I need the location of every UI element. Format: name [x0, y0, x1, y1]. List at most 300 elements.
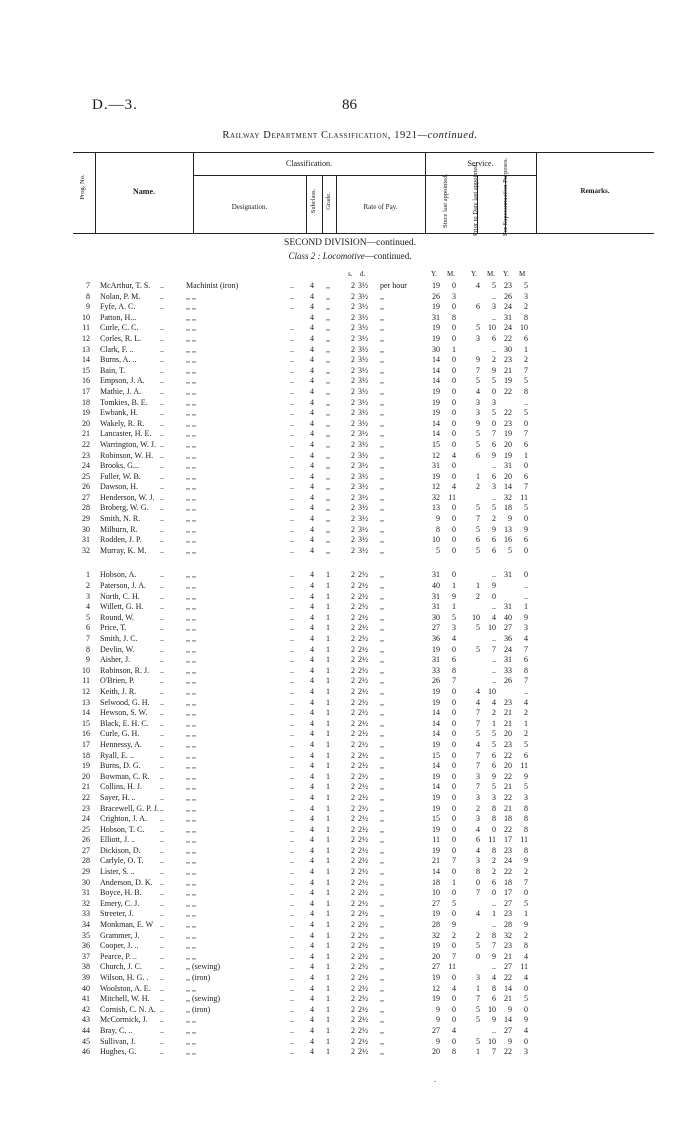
cell-des: ,, ,, — [186, 302, 196, 312]
cell-s: 2 — [351, 930, 355, 940]
cell-y1: 14 — [432, 718, 440, 728]
cell-y1: 19 — [432, 803, 440, 813]
table-row — [0, 941, 700, 952]
cell-name: Fyfe, A. C. — [100, 302, 136, 312]
cell-name: Mathie, J. A. — [100, 386, 142, 396]
cell-dots: .. — [160, 302, 164, 312]
cell-name: Anderson, D. K. — [100, 877, 153, 887]
cell-m2: 7 — [492, 429, 496, 439]
cell-no: 28 — [82, 503, 90, 513]
cell-grade: ,, — [326, 545, 330, 555]
cell-m2: 2 — [492, 355, 496, 365]
cell-y3: 40 — [504, 612, 512, 622]
cell-per: ,, — [380, 697, 384, 707]
cell-s: 2 — [351, 771, 355, 781]
cell-d: 3½ — [358, 503, 368, 513]
cell-dots: .. — [160, 676, 164, 686]
cell-dots2: .. — [290, 877, 294, 887]
cell-sub: 4 — [310, 644, 314, 654]
col-name: Name. — [133, 187, 155, 196]
cell-grade: ,, — [326, 408, 330, 418]
cell-name: Nolan, P. M. — [100, 291, 141, 301]
cell-m2: .. — [492, 312, 496, 322]
cell-m3: 2 — [524, 355, 528, 365]
cell-no: 2 — [86, 581, 90, 591]
cell-m2: 7 — [492, 1047, 496, 1057]
cell-y1: 19 — [432, 323, 440, 333]
cell-m1: 0 — [452, 535, 456, 545]
cell-y1: 19 — [432, 644, 440, 654]
cell-y1: 36 — [432, 634, 440, 643]
cell-des: ,, ,, — [186, 718, 196, 728]
cell-d: 2½ — [358, 845, 368, 855]
cell-des: ,, ,, — [186, 634, 196, 643]
cell-m1: 5 — [452, 612, 456, 622]
cell-m3: 0 — [524, 888, 528, 898]
cell-m1: 0 — [452, 824, 456, 834]
cell-d: 2½ — [358, 1025, 368, 1035]
cell-y3: 21 — [504, 708, 512, 718]
cell-sub: 4 — [310, 1004, 314, 1014]
cell-dots: .. — [160, 397, 164, 407]
cell-des: ,, ,, — [186, 581, 196, 591]
cell-m2: 9 — [492, 581, 496, 591]
cell-y2: 5 — [476, 376, 480, 386]
cell-m3: 5 — [524, 281, 528, 290]
table-row — [0, 613, 700, 624]
cell-y2: 5 — [476, 1004, 480, 1014]
cell-des: ,, ,, — [186, 1015, 196, 1025]
cell-m3: 6 — [524, 439, 528, 449]
cell-dots2: .. — [290, 602, 294, 612]
cell-m1: 0 — [452, 514, 456, 524]
cell-dots2: .. — [290, 535, 294, 545]
cell-m1: 0 — [452, 439, 456, 449]
cell-m1: 0 — [452, 503, 456, 513]
cell-no: 40 — [82, 983, 90, 993]
cell-y3: 23 — [504, 697, 512, 707]
cell-name: Collins, H. J. — [100, 782, 143, 792]
cell-per: ,, — [380, 503, 384, 513]
cell-per: ,, — [380, 471, 384, 481]
cell-y1: 19 — [432, 909, 440, 919]
cell-s: 2 — [351, 644, 355, 654]
cell-des: ,, ,, — [186, 408, 196, 418]
cell-y3: 31 — [504, 570, 512, 580]
cell-s: 2 — [351, 482, 355, 492]
cell-grade: 1 — [326, 1036, 330, 1046]
cell-dots2: .. — [290, 898, 294, 908]
cell-grade: 1 — [326, 814, 330, 824]
cell-per: ,, — [380, 803, 384, 813]
cell-y1: 20 — [432, 1047, 440, 1057]
cell-y2: 8 — [476, 867, 480, 877]
cell-dots2: .. — [290, 983, 294, 993]
cell-no: 26 — [82, 482, 90, 492]
cell-dots: .. — [160, 814, 164, 824]
cell-dots2: .. — [290, 665, 294, 675]
cell-name: Rodden, J. P. — [100, 535, 142, 545]
cell-y2: 4 — [476, 697, 480, 707]
cell-m2: 8 — [492, 930, 496, 940]
cell-s: 2 — [351, 344, 355, 354]
cell-m2: .. — [492, 898, 496, 908]
cell-m2: 6 — [492, 535, 496, 545]
cell-des: ,, ,, — [186, 665, 196, 675]
cell-dots2: .. — [290, 1004, 294, 1014]
cell-s: 2 — [351, 471, 355, 481]
cell-dots2: .. — [290, 1025, 294, 1035]
cell-y2: 7 — [476, 761, 480, 771]
cell-per: ,, — [380, 983, 384, 993]
cell-sub: 4 — [310, 909, 314, 919]
cell-grade: 1 — [326, 761, 330, 771]
cell-des: ,, ,, — [186, 471, 196, 481]
cell-dots: .. — [160, 708, 164, 718]
cell-no: 21 — [82, 429, 90, 439]
col-prog-no: Prog. No. — [79, 174, 86, 200]
cell-d: 2½ — [358, 1004, 368, 1014]
cell-per: ,, — [380, 877, 384, 887]
cell-d: 3½ — [358, 376, 368, 386]
cell-d: 2½ — [358, 877, 368, 887]
cell-y1: 28 — [432, 920, 440, 930]
cell-m1: 9 — [452, 920, 456, 930]
cell-name: Murray, K. M. — [100, 545, 147, 555]
cell-dots: .. — [160, 623, 164, 633]
cell-m2: 6 — [492, 439, 496, 449]
cell-m3: 3 — [524, 1047, 528, 1057]
cell-no: 30 — [82, 524, 90, 534]
cell-s: 2 — [351, 739, 355, 749]
table-row — [0, 909, 700, 920]
cell-dots2: .. — [290, 355, 294, 365]
cell-name: Bain, T. — [100, 365, 126, 375]
cell-sub: 4 — [310, 492, 314, 502]
cell-grade: ,, — [326, 344, 330, 354]
cell-m2: 9 — [492, 1015, 496, 1025]
cell-dots: .. — [160, 962, 164, 972]
cell-y3: 27 — [504, 623, 512, 633]
cell-y3: 17 — [504, 888, 512, 898]
cell-d: 2½ — [358, 708, 368, 718]
cell-m1: 9 — [452, 591, 456, 601]
cell-grade: 1 — [326, 634, 330, 643]
cell-des: ,, ,, — [186, 729, 196, 739]
cell-s: 2 — [351, 761, 355, 771]
cell-y1: 9 — [436, 1015, 440, 1025]
cell-m3: 9 — [524, 1015, 528, 1025]
cell-name: Willett, G. H. — [100, 602, 144, 612]
cell-s: 2 — [351, 973, 355, 982]
cell-per: ,, — [380, 344, 384, 354]
cell-per: ,, — [380, 408, 384, 418]
cell-grade: ,, — [326, 482, 330, 492]
cell-y2: 4 — [476, 824, 480, 834]
cell-m1: 7 — [452, 856, 456, 866]
cell-m2: 10 — [488, 623, 496, 633]
cell-sub: 4 — [310, 951, 314, 961]
cell-s: 2 — [351, 909, 355, 919]
cell-m3: .. — [524, 591, 528, 601]
table-row — [0, 655, 700, 666]
cell-des: ,, ,, — [186, 845, 196, 855]
cell-no: 17 — [82, 739, 90, 749]
cell-s: 2 — [351, 983, 355, 993]
cell-name: North, C. H. — [100, 591, 140, 601]
cell-dots2: .. — [290, 803, 294, 813]
cell-dots: .. — [160, 408, 164, 418]
cell-d: 3½ — [358, 461, 368, 471]
cell-no: 46 — [82, 1047, 90, 1057]
cell-m2: 6 — [492, 994, 496, 1004]
cell-m1: 5 — [452, 898, 456, 908]
table-row — [0, 740, 700, 751]
cell-dots: .. — [160, 418, 164, 428]
unit-y2: Y. — [471, 270, 477, 278]
cell-s: 2 — [351, 782, 355, 792]
cell-no: 1 — [86, 570, 90, 580]
cell-no: 14 — [82, 355, 90, 365]
cell-m2: 5 — [492, 376, 496, 386]
cell-no: 4 — [86, 602, 90, 612]
cell-y2: 5 — [476, 545, 480, 555]
cell-no: 30 — [82, 877, 90, 887]
cell-y2: 1 — [476, 581, 480, 591]
cell-des: ,, ,, — [186, 503, 196, 513]
cell-per: ,, — [380, 824, 384, 834]
cell-grade: ,, — [326, 514, 330, 524]
cell-d: 3½ — [358, 312, 368, 322]
cell-grade: 1 — [326, 782, 330, 792]
cell-grade: 1 — [326, 983, 330, 993]
cell-y3: 13 — [504, 524, 512, 534]
cell-sub: 4 — [310, 503, 314, 513]
cell-dots2: .. — [290, 386, 294, 396]
cell-s: 2 — [351, 581, 355, 591]
cell-y2: 5 — [476, 1036, 480, 1046]
cell-grade: 1 — [326, 962, 330, 972]
table-row — [0, 825, 700, 836]
cell-dots: .. — [160, 867, 164, 877]
cell-d: 2½ — [358, 983, 368, 993]
cell-d: 2½ — [358, 771, 368, 781]
cell-y1: 26 — [432, 676, 440, 686]
cell-m3: 9 — [524, 856, 528, 866]
cell-d: 2½ — [358, 718, 368, 728]
cell-no: 24 — [82, 461, 90, 471]
cell-dots: .. — [160, 376, 164, 386]
cell-dots: .. — [160, 686, 164, 696]
cell-per: ,, — [380, 1025, 384, 1035]
cell-dots: .. — [160, 439, 164, 449]
cell-s: 2 — [351, 492, 355, 502]
cell-sub: 4 — [310, 418, 314, 428]
cell-dots: .. — [160, 471, 164, 481]
cell-m1: 0 — [452, 1036, 456, 1046]
cell-des: ,, ,, — [186, 930, 196, 940]
cell-y2: 1 — [476, 983, 480, 993]
cell-per: ,, — [380, 973, 384, 982]
cell-m3: 5 — [524, 408, 528, 418]
cell-d: 2½ — [358, 835, 368, 845]
cell-m1: 0 — [452, 386, 456, 396]
cell-d: 3½ — [358, 408, 368, 418]
cell-name: Ryall, E. .. — [100, 750, 134, 760]
cell-y3: 23 — [504, 418, 512, 428]
cell-m1: 0 — [452, 408, 456, 418]
cell-d: 3½ — [358, 291, 368, 301]
cell-dots2: .. — [290, 824, 294, 834]
cell-m3: 9 — [524, 612, 528, 622]
cell-sub: 4 — [310, 1015, 314, 1025]
cell-m2: .. — [492, 655, 496, 665]
cell-dots2: .. — [290, 450, 294, 460]
table-row — [0, 793, 700, 804]
cell-s: 2 — [351, 888, 355, 898]
cell-m3: 0 — [524, 461, 528, 471]
cell-m3: 3 — [524, 792, 528, 802]
table-body — [0, 281, 700, 1058]
cell-des: ,, ,, — [186, 983, 196, 993]
cell-per: ,, — [380, 397, 384, 407]
cell-no: 42 — [82, 1004, 90, 1014]
cell-m1: 0 — [452, 845, 456, 855]
table-row — [0, 376, 700, 387]
cell-y3: 23 — [504, 739, 512, 749]
cell-des: Machinist (iron) — [186, 281, 239, 290]
cell-y1: 14 — [432, 429, 440, 439]
table-row — [0, 878, 700, 889]
cell-no: 31 — [82, 535, 90, 545]
cell-per: ,, — [380, 1036, 384, 1046]
cell-s: 2 — [351, 814, 355, 824]
cell-grade: ,, — [326, 503, 330, 513]
cell-y1: 8 — [436, 524, 440, 534]
cell-y1: 15 — [432, 750, 440, 760]
cell-dots: .. — [160, 750, 164, 760]
cell-m1: 8 — [452, 665, 456, 675]
cell-m1: 0 — [452, 471, 456, 481]
cell-s: 2 — [351, 450, 355, 460]
cell-m1: 0 — [452, 686, 456, 696]
unit-s: s. — [348, 270, 353, 278]
cell-des: ,, ,, — [186, 1036, 196, 1046]
cell-y2: 4 — [476, 686, 480, 696]
cell-m1: 4 — [452, 450, 456, 460]
cell-no: 44 — [82, 1025, 90, 1035]
cell-no: 8 — [86, 644, 90, 654]
cell-d: 2½ — [358, 909, 368, 919]
cell-name: Fuller, W. B. — [100, 471, 141, 481]
cell-sub: 4 — [310, 761, 314, 771]
cell-des: ,, ,, — [186, 771, 196, 781]
cell-s: 2 — [351, 951, 355, 961]
cell-no: 19 — [82, 408, 90, 418]
cell-dots2: .. — [290, 1047, 294, 1057]
cell-dots: .. — [160, 782, 164, 792]
cell-y2: 5 — [476, 941, 480, 951]
cell-m2: 9 — [492, 524, 496, 534]
cell-d: 2½ — [358, 994, 368, 1004]
cell-m1: 2 — [452, 930, 456, 940]
cell-grade: ,, — [326, 492, 330, 502]
cell-sub: 4 — [310, 323, 314, 333]
cell-y2: 7 — [476, 750, 480, 760]
cell-des: ,, (iron) — [186, 1004, 211, 1014]
cell-no: 16 — [82, 376, 90, 386]
cell-m3: 2 — [524, 729, 528, 739]
cell-grade: 1 — [326, 792, 330, 802]
cell-m1: 0 — [452, 771, 456, 781]
cell-m1: 8 — [452, 1047, 456, 1057]
table-row — [0, 708, 700, 719]
table-row — [0, 493, 700, 504]
cell-m3: 2 — [524, 867, 528, 877]
cell-s: 2 — [351, 1047, 355, 1057]
cell-name: Streeter, J. — [100, 909, 134, 919]
cell-sub: 4 — [310, 281, 314, 290]
cell-name: Cooper, J. .. — [100, 941, 139, 951]
cell-no: 23 — [82, 450, 90, 460]
cell-y3: 21 — [504, 782, 512, 792]
cell-per: ,, — [380, 612, 384, 622]
cell-des: ,, ,, — [186, 761, 196, 771]
cell-sub: 4 — [310, 291, 314, 301]
cell-name: Carlyle, O. T. — [100, 856, 144, 866]
cell-s: 2 — [351, 835, 355, 845]
cell-per: ,, — [380, 729, 384, 739]
cell-m1: 0 — [452, 397, 456, 407]
cell-m2: .. — [492, 634, 496, 643]
cell-no: 24 — [82, 814, 90, 824]
cell-m1: 0 — [452, 750, 456, 760]
cell-grade: ,, — [326, 418, 330, 428]
cell-sub: 4 — [310, 697, 314, 707]
table-row — [0, 334, 700, 345]
cell-m1: 0 — [452, 545, 456, 555]
cell-y1: 14 — [432, 761, 440, 771]
cell-y1: 18 — [432, 877, 440, 887]
cell-dots: .. — [160, 450, 164, 460]
cell-no: 32 — [82, 898, 90, 908]
title-main: Railway Department Classification, 1921 — [222, 130, 418, 141]
cell-grade: 1 — [326, 655, 330, 665]
cell-m3: 11 — [520, 492, 528, 502]
cell-y3: 22 — [504, 333, 512, 343]
col-designation: Designation. — [231, 203, 268, 211]
cell-s: 2 — [351, 920, 355, 930]
cell-d: 2½ — [358, 1015, 368, 1025]
cell-y1: 14 — [432, 729, 440, 739]
cell-per: ,, — [380, 1004, 384, 1014]
cell-m3: 5 — [524, 782, 528, 792]
cell-y2: 7 — [476, 365, 480, 375]
cell-no: 6 — [86, 623, 90, 633]
table-row — [0, 419, 700, 430]
cell-grade: 1 — [326, 718, 330, 728]
cell-m2: 4 — [492, 973, 496, 982]
cell-grade: ,, — [326, 355, 330, 365]
cell-y3: 23 — [504, 355, 512, 365]
cell-sub: 4 — [310, 376, 314, 386]
cell-des: ,, ,, — [186, 397, 196, 407]
cell-dots: .. — [160, 655, 164, 665]
cell-sub: 4 — [310, 581, 314, 591]
cell-m1: 0 — [452, 697, 456, 707]
footer-mark: . — [434, 1075, 436, 1084]
cell-dots: .. — [160, 718, 164, 728]
